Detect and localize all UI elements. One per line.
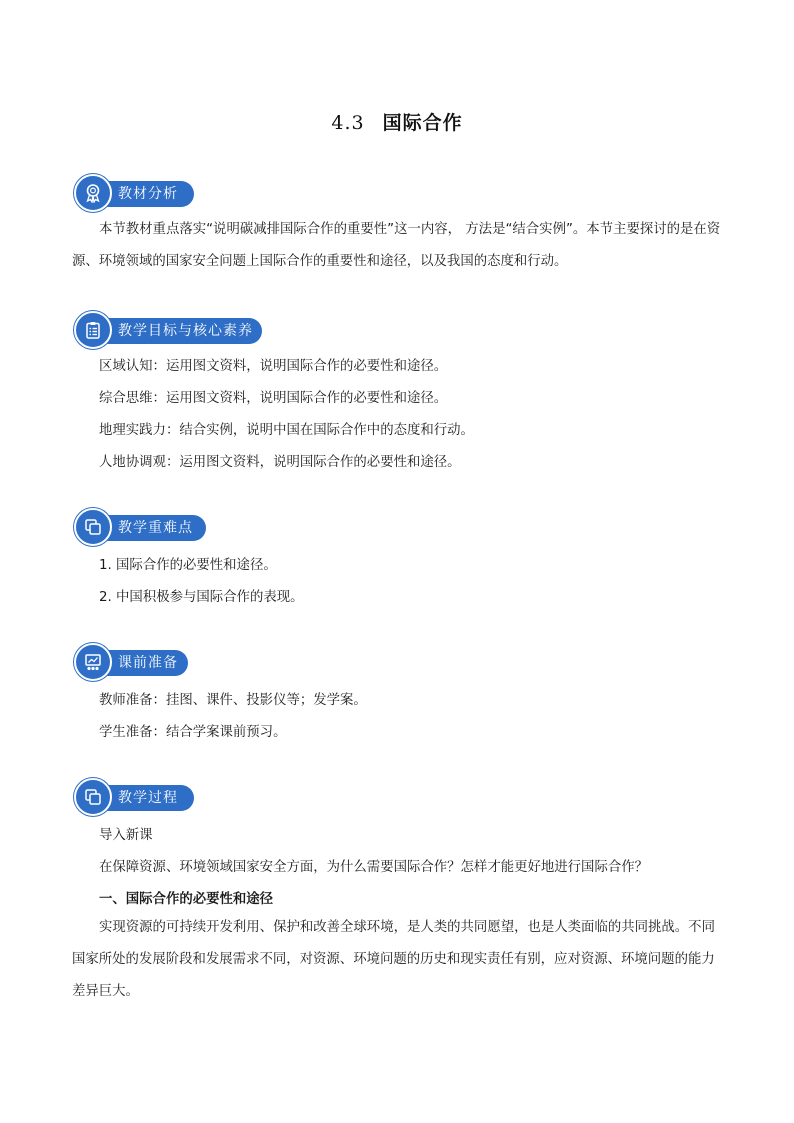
section-badge-analysis [74,176,178,210]
section-label: 教学过程 [118,790,178,806]
intro-heading: 导入新课 [99,828,153,843]
subheading: 一、国际合作的必要性和途径 [99,892,274,907]
preparation-item: 学生准备：结合学案课前预习。 [99,725,287,740]
process-paragraph: 实现资源的可持续开发利用、保护和改善全球环境，是人类的共同愿望，也是人类面临的共同挑战。不同国家所处的发展阶段和发展需求不同，对资源、环境问题的历史和现实责任有别，应对资源、环境问题的能力差异巨大。 [72,920,715,999]
section-title: 国际合作 [382,112,463,134]
section-badge-preparation [74,645,178,679]
section-badge-goals [74,313,253,347]
award-ribbon-icon [74,174,112,212]
stacked-pages-icon [74,508,112,546]
section-number: 4.3 [331,112,365,134]
analysis-paragraph: 本节教材重点落实“说明碳减排国际合作的重要性”这一内容， 方法是“结合实例”。本节主要探讨的是在资源、环境领域的国家安全问题上国际合作的重要性和途径，以及我国的态度和行动。 [72,222,721,269]
section-label: 教材分析 [118,186,178,202]
presentation-board-icon [74,643,112,681]
page-title [0,108,794,135]
key-point-item: 2. 中国积极参与国际合作的表现。 [99,590,304,605]
section-label: 教学目标与核心素养 [118,323,253,339]
stacked-pages-icon [74,778,112,816]
key-point-item: 1. 国际合作的必要性和途径。 [99,558,277,573]
section-label: 课前准备 [118,655,178,671]
section-badge-key-points [74,510,193,544]
goal-item: 人地协调观：运用图文资料，说明国际合作的必要性和途径。 [99,455,461,470]
goal-item: 综合思维：运用图文资料，说明国际合作的必要性和途径。 [99,391,448,406]
goal-item: 地理实践力：结合实例，说明中国在国际合作中的态度和行动。 [99,423,474,438]
preparation-item: 教师准备：挂图、课件、投影仪等；发学案。 [99,693,367,708]
goal-item: 区域认知：运用图文资料，说明国际合作的必要性和途径。 [99,359,448,374]
section-label: 教学重难点 [118,520,193,536]
clipboard-list-icon [74,311,112,349]
intro-question: 在保障资源、环境领域国家安全方面，为什么需要国际合作？怎样才能更好地进行国际合作？ [99,860,649,875]
section-badge-process [74,780,178,814]
